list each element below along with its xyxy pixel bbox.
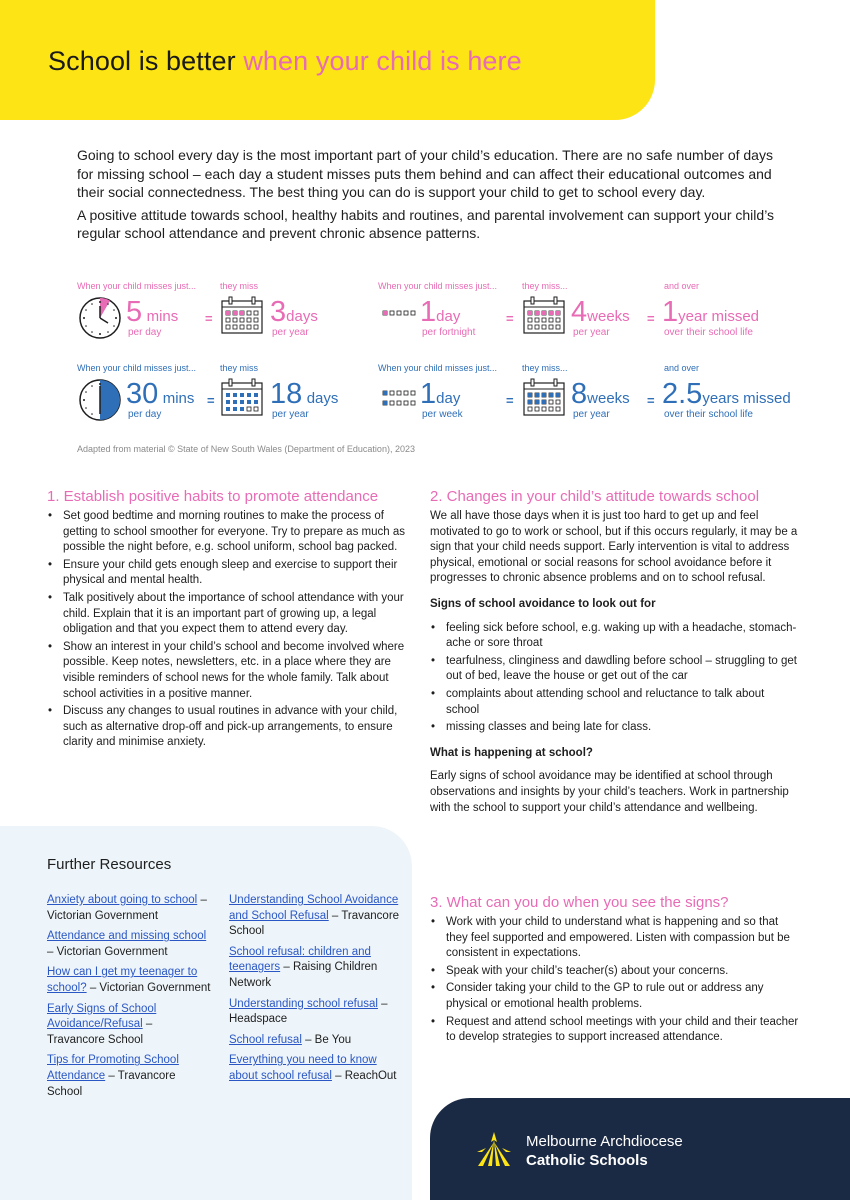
calendar-icon <box>523 378 565 416</box>
resource-item <box>47 929 212 960</box>
equals-sign: = <box>506 393 514 408</box>
happening-heading: What is happening at school? <box>430 746 593 759</box>
resource-source: – Travancore School <box>229 909 400 938</box>
equals-sign: = <box>506 311 514 326</box>
resource-source: – Victorian Government <box>47 945 168 958</box>
stat-miss-value: 1day <box>420 378 461 410</box>
intro-text <box>77 146 787 247</box>
resource-source: – Victorian Government <box>47 894 207 922</box>
stat-miss-value: 5 mins <box>126 296 179 328</box>
stat-caption: they miss <box>220 281 259 291</box>
resource-link[interactable]: Early Signs of School Avoidance/Refusal <box>47 1002 157 1031</box>
intro-paragraph-2: A positive attitude towards school, healthy habits and routines, and parental involvement can support your child’s regular school attendance and prevent chronic absence patterns. <box>77 206 775 241</box>
section-1-heading: 1. Establish positive habits to promote attendance <box>47 488 379 505</box>
resource-item <box>229 1033 401 1049</box>
sign-item: • feeling sick before school, e.g. waking up with a headache, stomach-ache or sore throat <box>430 621 800 652</box>
resources-right-column <box>229 893 401 1090</box>
section-2-intro: We all have those days when it is just too hard to get up and feel motivated to go to work or school, but if this occurs regularly, it may be a sign that your child needs support. Early intervention is vital to address physical, emotional or social reasons for school avoidance before it progresses to chronic absence problems and on to school refusal. <box>430 510 798 585</box>
stat-over-sub: over their school life <box>664 327 753 338</box>
resource-link[interactable]: Attendance and missing school <box>47 930 207 943</box>
calendar-icon <box>221 378 263 416</box>
days-dots-icon <box>382 390 416 408</box>
stat-caption: When your child misses just... <box>378 363 498 373</box>
stat-result-value: 18 days <box>270 378 339 410</box>
resource-source: – Victorian Government <box>86 981 211 994</box>
clock-30-mins-icon <box>78 378 122 422</box>
title-accent: when your child is here <box>243 46 522 76</box>
stat-result-sub: per year <box>272 409 309 420</box>
resource-source: – Raising Children Network <box>229 961 378 989</box>
stat-miss-sub: per week <box>422 409 463 420</box>
happening-text: Early signs of school avoidance may be identified at school through observations and insights by your child’s teachers. Work in partnership with the school to support your child’s attendance and wellbeing. <box>430 770 789 814</box>
bullet-item: • Discuss any changes to usual routines in advance with your child, such as alternative drop-off and pick-up arrangements, to ensure clarity and minimise anxiety. <box>47 704 415 751</box>
calendar-icon <box>523 296 565 334</box>
mitre-logo-icon <box>474 1132 514 1168</box>
resources-left-column <box>47 893 212 1105</box>
clock-5-mins-icon <box>78 296 122 340</box>
page-title <box>48 46 522 77</box>
stat-caption: they miss <box>220 363 259 373</box>
resource-item <box>47 1053 212 1100</box>
title-plain: School is better <box>48 46 236 76</box>
stat-miss-sub: per fortnight <box>422 327 476 338</box>
equals-sign: = <box>205 311 213 326</box>
resource-item <box>229 997 401 1028</box>
stat-miss-value: 30 mins <box>126 378 195 410</box>
logo-text <box>526 1132 683 1170</box>
resource-source: – ReachOut <box>331 1069 397 1082</box>
section-3-list <box>430 915 800 1048</box>
stat-miss-value: 1day <box>420 296 461 328</box>
stat-result-sub: per year <box>573 327 610 338</box>
page-background-top <box>655 0 850 120</box>
stat-caption: they miss... <box>522 363 568 373</box>
stat-caption: When your child misses just... <box>77 363 197 373</box>
stat-miss-sub: per day <box>128 327 162 338</box>
resource-item <box>229 1053 401 1084</box>
days-dots-icon <box>382 310 416 320</box>
resource-item <box>47 893 212 924</box>
resource-item <box>47 1002 212 1049</box>
bullet-item: • Show an interest in your child’s school and become involved where possible. Keep notes, newsletters, etc. in a place where they are visible reminders of school news for the whole family. Talk about school activities in a positive manner. <box>47 640 415 702</box>
resource-item <box>229 945 401 992</box>
resource-link[interactable]: Understanding school refusal <box>229 997 378 1010</box>
equals-sign: = <box>647 311 655 326</box>
logo-line-1: Melbourne Archdiocese <box>526 1133 683 1150</box>
resource-link[interactable]: Everything you need to know about school refusal <box>229 1054 377 1082</box>
resource-link[interactable]: Understanding School Avoidance and School Refusal <box>229 894 399 922</box>
stat-result-sub: per year <box>573 409 610 420</box>
stat-caption: and over <box>664 281 700 291</box>
action-item: • Request and attend school meetings with your child and their teacher to develop strategies to support increased attendance. <box>430 1015 800 1046</box>
section-3-heading: 3. What can you do when you see the signs? <box>430 894 729 911</box>
stat-over-value: 1year missed <box>662 296 759 328</box>
sign-item: • complaints about attending school and reluctance to talk about school <box>430 687 800 718</box>
stat-caption: When your child misses just... <box>378 281 498 291</box>
stat-caption: When your child misses just... <box>77 281 197 291</box>
bullet-item: • Talk positively about the importance of school attendance with your child. Explain that it is an important part of growing up, a legal obligation and that you expect them to attend every day. <box>47 591 415 638</box>
intro-paragraph-1: Going to school every day is the most important part of your child’s education. There are no safe number of days for missing school – each day a student misses puts them behind and can affect their educational outcomes and their social connectedness. The best thing you can do is support your child to get to school every day. <box>77 147 773 200</box>
stat-result-value: 3days <box>270 296 318 328</box>
resources-title: Further Resources <box>47 856 172 873</box>
signs-heading: Signs of school avoidance to look out for <box>430 597 656 610</box>
resource-link[interactable]: School refusal <box>229 1033 302 1046</box>
stat-result-value: 8weeks <box>571 378 630 410</box>
sign-item: • tearfulness, clinginess and dawdling before school – struggling to get out of bed, leave the house or get out of the car <box>430 654 800 685</box>
resource-link[interactable]: Tips for Promoting School Attendance <box>47 1054 179 1082</box>
resource-item <box>229 893 401 940</box>
resource-link[interactable]: How can I get my teenager to school? <box>47 966 198 994</box>
stat-caption: and over <box>664 363 700 373</box>
stat-over-sub: over their school life <box>664 409 753 420</box>
section-2-content <box>430 509 800 824</box>
action-item: • Work with your child to understand what is happening and so that they feel supported and empowered. Listen with compassion but be consistent in expectations. <box>430 915 800 962</box>
section-2-heading: 2. Changes in your child’s attitude towards school <box>430 488 760 505</box>
resource-item <box>47 965 212 996</box>
action-item: • Consider taking your child to the GP to rule out or address any physical or emotional health problems. <box>430 981 800 1012</box>
calendar-icon <box>221 296 263 334</box>
stat-miss-sub: per day <box>128 409 162 420</box>
resource-source: – Be You <box>301 1033 352 1046</box>
resource-link[interactable]: School refusal: children and teenagers <box>229 945 371 974</box>
equals-sign: = <box>207 393 215 408</box>
bullet-item: • Set good bedtime and morning routines to make the process of getting to school smoother for everyone. Try to prepare as much as possible the night before, e.g. school uniform, school bag packed. <box>47 509 415 556</box>
bullet-item: • Ensure your child gets enough sleep and exercise to support their physical and mental health. <box>47 558 415 589</box>
logo-line-2: Catholic Schools <box>526 1152 648 1169</box>
section-1-list <box>47 509 415 753</box>
stat-result-value: 4weeks <box>571 296 630 328</box>
sign-item: • missing classes and being late for class. <box>430 720 800 736</box>
resource-source: – Travancore School <box>47 1069 176 1098</box>
resource-link[interactable]: Anxiety about going to school <box>47 894 198 906</box>
stat-over-value: 2.5years missed <box>662 378 791 410</box>
header-banner <box>0 0 655 120</box>
stat-caption: they miss... <box>522 281 568 291</box>
resource-source: – Headspace <box>229 997 388 1026</box>
equals-sign: = <box>647 393 655 408</box>
stat-result-sub: per year <box>272 327 309 338</box>
source-credit: Adapted from material © State of New South Wales (Department of Education), 2023 <box>77 444 415 454</box>
resource-source: – Travancore School <box>47 1018 153 1046</box>
action-item: • Speak with your child’s teacher(s) about your concerns. <box>430 964 800 980</box>
